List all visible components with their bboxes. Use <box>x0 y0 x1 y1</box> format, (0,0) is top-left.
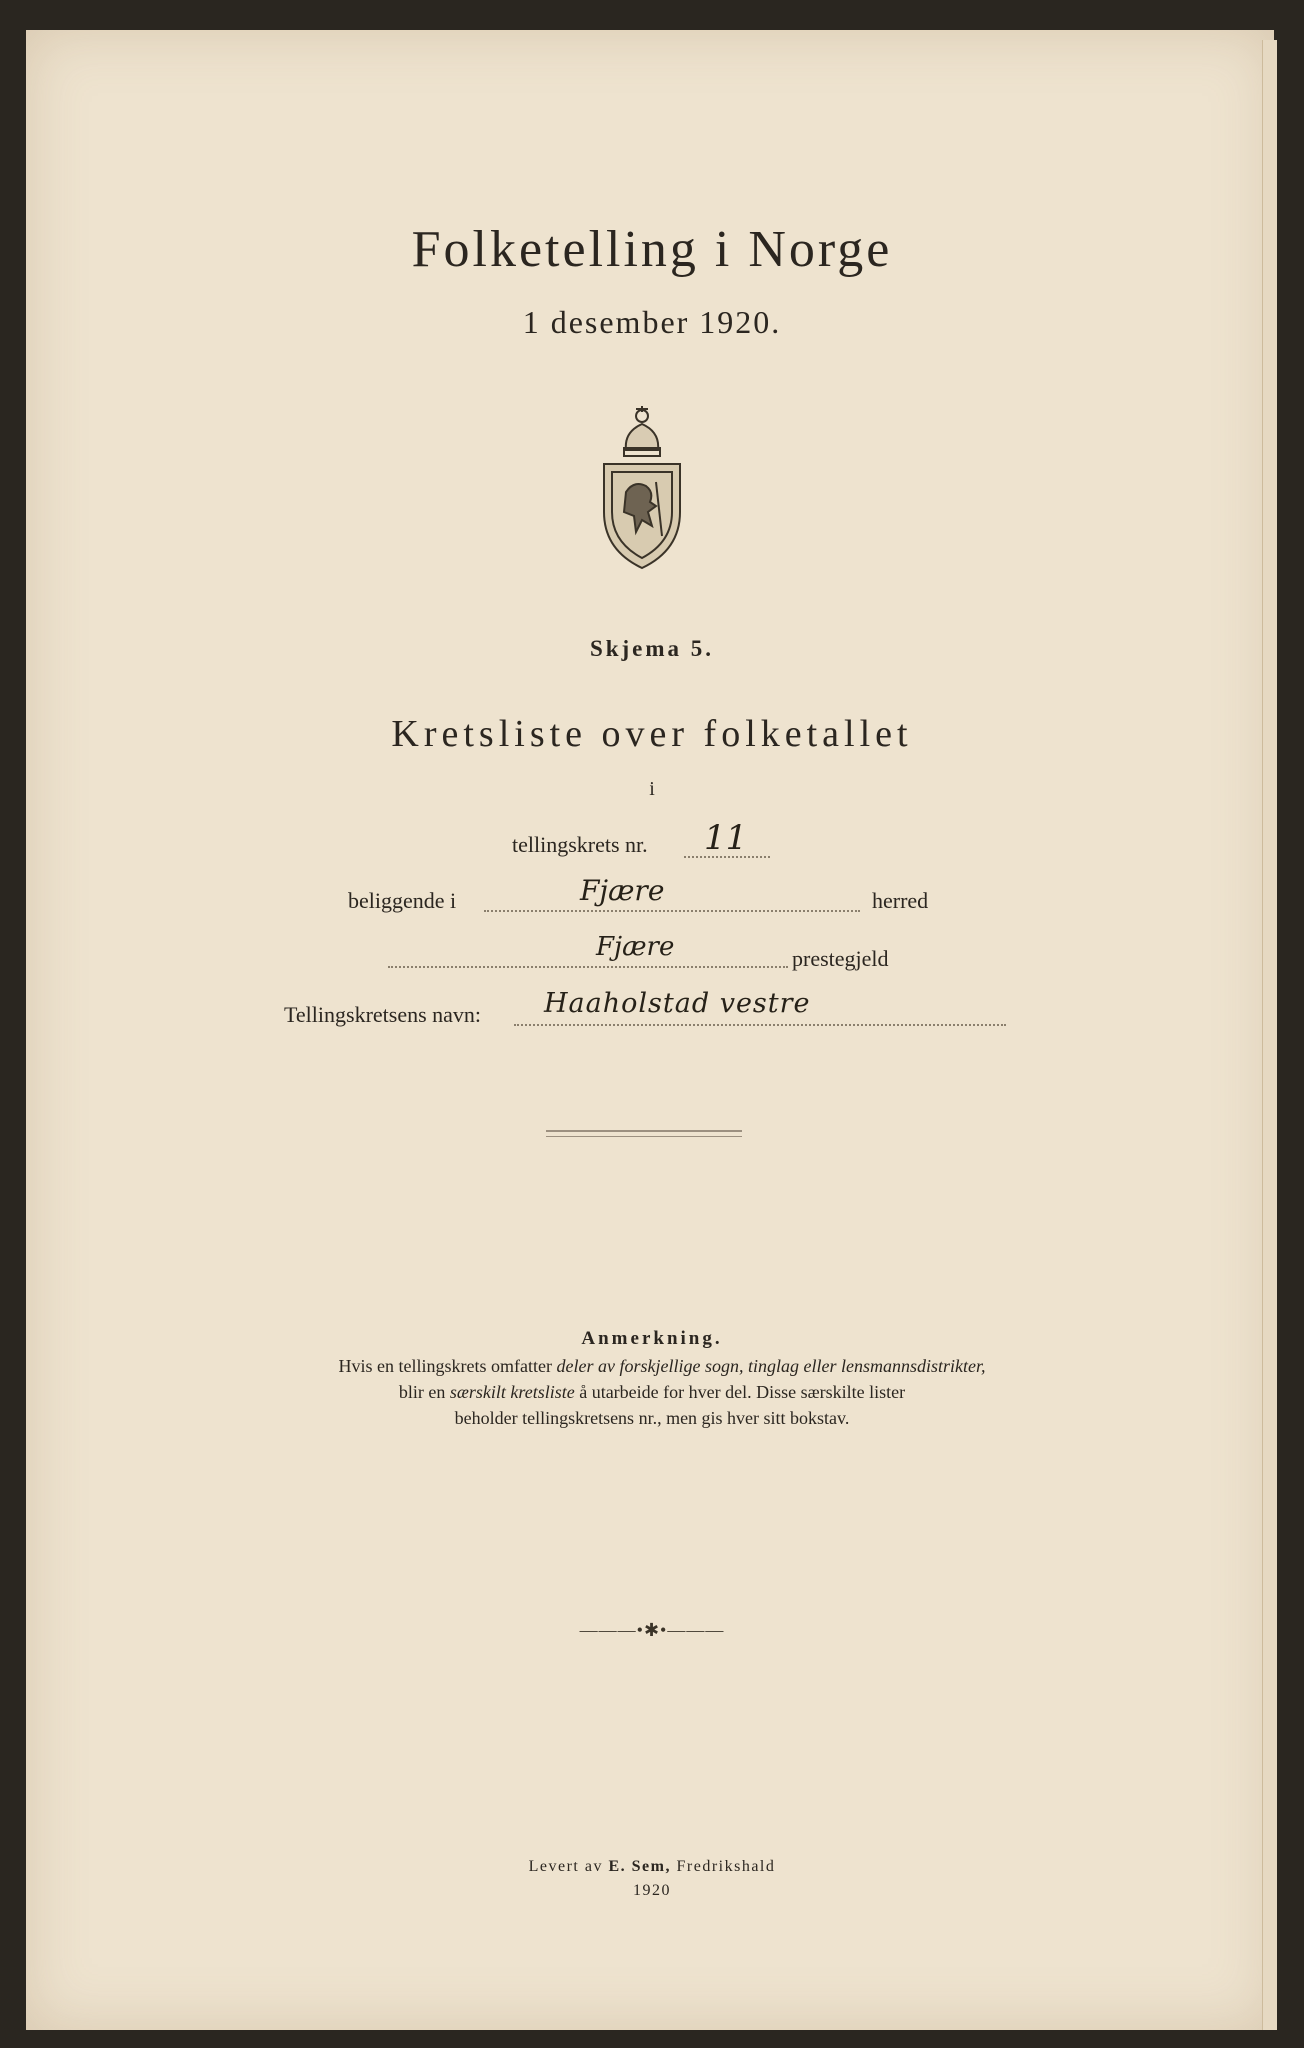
prestegjeld-label: prestegjeld <box>792 946 889 971</box>
district-name-line <box>514 1024 1006 1026</box>
schema-number: Skjema 5. <box>589 636 715 661</box>
note-heading: Anmerkning. <box>581 1328 723 1349</box>
form-heading: Kretsliste over folketallet <box>391 713 913 755</box>
herred-label: herred <box>872 888 929 913</box>
printer-line: Levert av E. Sem, Fredrikshald <box>528 1858 776 1875</box>
district-name-label: Tellingskretsens navn: <box>284 1002 482 1027</box>
district-name-field: Haaholstad vestre <box>544 988 811 1019</box>
herred-field: Fjære <box>580 874 665 907</box>
located-in-label: beliggende i <box>348 888 457 913</box>
document-date: 1 desember 1920. <box>522 304 782 340</box>
note-line-3: beholder tellingskretsens nr., men gis hver sitt bokstav. <box>454 1408 850 1428</box>
note-line-1: Hvis en tellingskrets omfatter deler av forskjellige sogn, tinglag eller lensmannsdistrikter, <box>338 1356 986 1376</box>
divider-rule <box>546 1130 742 1132</box>
prestegjeld-field: Fjære <box>596 932 675 962</box>
district-nr-label: tellingskrets nr. <box>512 832 648 857</box>
divider-rule-2 <box>546 1136 742 1137</box>
note-line-2: blir en særskilt kretsliste å utarbeide for hver del. Disse særskilte lister <box>398 1382 906 1402</box>
document-title: Folketelling i Norge <box>411 221 893 278</box>
coat-of-arms-icon <box>596 402 688 572</box>
printer-year: 1920 <box>633 1882 671 1899</box>
herred-line <box>484 910 860 912</box>
district-nr-field: 11 <box>704 818 748 858</box>
preposition: i <box>649 778 655 800</box>
ornament-divider: ———•✱•——— <box>579 1620 725 1640</box>
prestegjeld-line <box>388 966 788 968</box>
